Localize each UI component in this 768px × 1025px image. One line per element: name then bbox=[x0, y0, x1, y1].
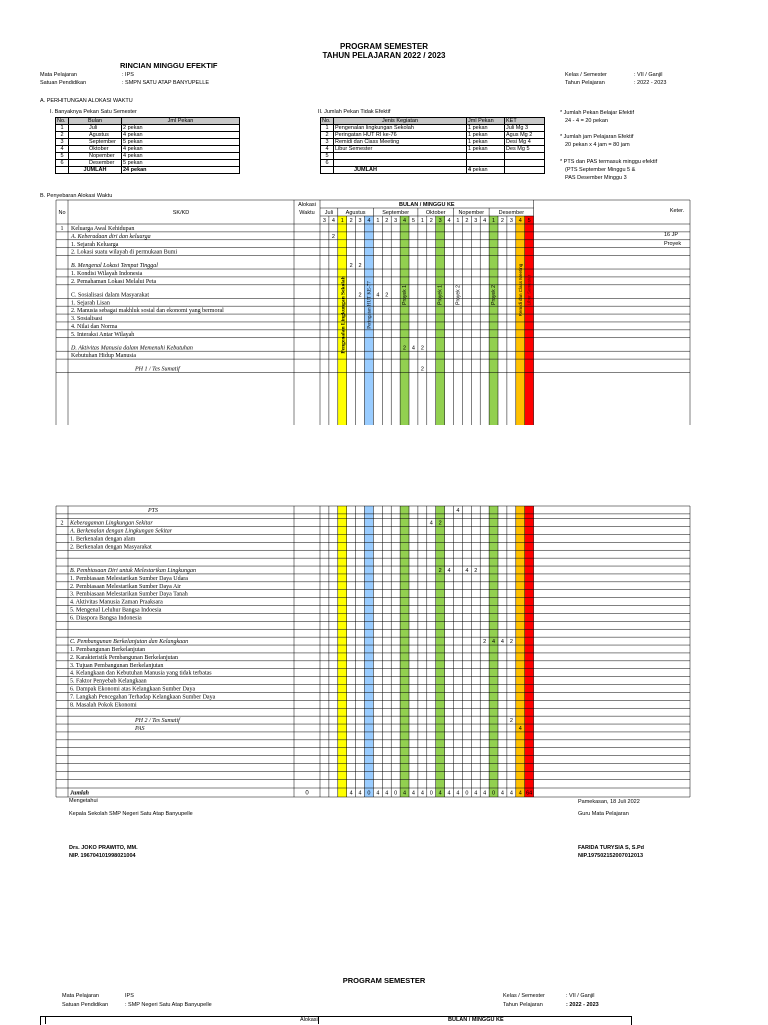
t2-jml: 1 pekan bbox=[467, 132, 505, 139]
t2-ket: Juli Mg 3 bbox=[505, 125, 545, 132]
t1-bulan: Desember bbox=[69, 160, 122, 167]
kepala-nip: NIP. 196704101998021004 bbox=[69, 853, 136, 859]
jumlah-value: 4 bbox=[349, 790, 353, 797]
week-number: 1 bbox=[420, 218, 424, 224]
t1-bulan: Nopember bbox=[69, 153, 122, 160]
week-number: 2 bbox=[500, 218, 504, 224]
sk-kd-text: 4. Nilai dan Norma bbox=[71, 323, 118, 330]
ket-proyek: Proyek bbox=[664, 241, 682, 247]
jumlah-value: 4 bbox=[474, 790, 478, 797]
cell-value: 2 bbox=[509, 718, 513, 725]
grid-head-ket: Keter. bbox=[669, 208, 685, 214]
sk-kd-text: 3. Sosialisasi bbox=[71, 316, 103, 323]
t1-head-no: No. bbox=[56, 118, 69, 125]
sk-kd-text: 4. Kelangkaan dan Kebutuhan Manusia yang tidak terbatas bbox=[70, 670, 212, 677]
value-tahun: : 2022 - 2023 bbox=[634, 80, 667, 86]
section-b-title: B. Penyebaran Alokasi Waktu bbox=[40, 193, 113, 199]
week-number: 2 bbox=[349, 218, 353, 224]
sk-kd-text: 1. Sejarah Keluarga bbox=[71, 241, 119, 248]
t1-jml: 2 pekan bbox=[122, 125, 240, 132]
week-number: 1 bbox=[492, 218, 496, 224]
vertical-proyek: Proyek 2 bbox=[491, 285, 498, 305]
grid-head-waktu: Waktu bbox=[299, 210, 315, 216]
sk-kd-text: 2. Lokasi suatu wilayah di permukaan Bumi bbox=[71, 249, 178, 256]
t1-bulan: September bbox=[69, 139, 122, 146]
t1-no: 6 bbox=[56, 160, 69, 167]
vertical-proyek: Proyek 1 bbox=[437, 285, 444, 305]
week-number: 4 bbox=[331, 218, 335, 224]
page-title: PROGRAM SEMESTER bbox=[339, 42, 428, 51]
cell-value: 4 bbox=[447, 568, 451, 575]
week-number: 3 bbox=[358, 218, 362, 224]
jumlah-value: 4 bbox=[403, 790, 407, 797]
p3-label-tahun: Tahun Pelajaran bbox=[503, 1002, 543, 1008]
t2-head-ket: KET bbox=[505, 118, 545, 125]
grid-head-skkd: SK/KD bbox=[172, 210, 190, 216]
t2-no: 3 bbox=[321, 139, 334, 146]
p3-label-kelas: Kelas / Semester bbox=[503, 993, 545, 999]
week-number: 1 bbox=[376, 218, 380, 224]
note-4: 20 pekan x 4 jam = 80 jam bbox=[565, 142, 630, 148]
t2-jml: 1 pekan bbox=[467, 146, 505, 153]
guru-nip: NIP.197502152007012013 bbox=[578, 853, 644, 859]
sk-kd-text: PH 1 / Tes Sumatif bbox=[135, 366, 180, 373]
sk-kd-text: 1. Berkenalan dengan alam bbox=[70, 536, 136, 543]
value-satuan: : SMPN SATU ATAP BANYUPELLE bbox=[122, 80, 210, 86]
week-band bbox=[489, 506, 498, 797]
table2-title: II. Jumlah Pekan Tidak Efektif bbox=[318, 109, 391, 115]
sk-kd-text: Keberagaman Lingkungan Sekitar bbox=[70, 520, 153, 527]
note-3: * Jumlah jam Pelajaran Efektif bbox=[560, 134, 634, 140]
jumlah-value: 4 bbox=[420, 790, 424, 797]
note-7: PAS Desember Minggu 3 bbox=[565, 175, 627, 181]
week-number: 3 bbox=[394, 218, 398, 224]
vertical-pengenalan: Pengenalan Lingkungan Sekolah bbox=[340, 276, 347, 354]
sk-kd-text: 6. Dampak Ekonomi atas Kelangkaan Sumber Daya bbox=[70, 686, 196, 693]
grid-head-no: No bbox=[58, 210, 66, 216]
t1-no: 2 bbox=[56, 132, 69, 139]
week-band bbox=[436, 506, 445, 797]
sk-kd-text: 8. Masalah Pokok Ekonomi bbox=[70, 702, 137, 709]
month-label: Desember bbox=[498, 210, 525, 216]
t1-no: 4 bbox=[56, 146, 69, 153]
t2-head-jenis: Jenis Kegiatan bbox=[334, 118, 467, 125]
p3-value-mapel: IPS bbox=[125, 993, 134, 999]
week-band bbox=[400, 506, 409, 797]
jumlah-value: 4 bbox=[447, 790, 451, 797]
t1-jml: 4 pekan bbox=[122, 132, 240, 139]
place-date: Pamekasan, 18 Juli 2022 bbox=[578, 799, 640, 805]
t1-no: 1 bbox=[56, 125, 69, 132]
month-label: September bbox=[382, 210, 410, 216]
p3-value-tahun: : 2022 - 2023 bbox=[566, 1002, 599, 1008]
cell-value: 2 bbox=[358, 292, 362, 299]
t2-ket: Desi Mg 4 bbox=[505, 139, 545, 146]
cell-value: 2 bbox=[331, 233, 335, 240]
week-number: 2 bbox=[385, 218, 389, 224]
cell-value: 2 bbox=[438, 520, 442, 527]
sk-kd-text: 4. Aktivitas Manusia Zaman Praaksara bbox=[70, 599, 163, 606]
t2-no: 6 bbox=[321, 160, 334, 167]
mengetahui-label: Mengetahui bbox=[69, 798, 98, 804]
cell-value: 2 bbox=[420, 345, 424, 352]
row-number: 1 bbox=[60, 226, 64, 232]
t2-jenis: Pengenalan lingkungan Sekolah bbox=[334, 125, 467, 132]
jumlah-value: 4 bbox=[376, 790, 380, 797]
sk-kd-text: 2. Karakteristik Pembangunan Berkelanjutan bbox=[70, 654, 178, 661]
t2-head-no: No. bbox=[321, 118, 334, 125]
sk-kd-text: Kebutuhan Hidup Manusia bbox=[71, 353, 136, 360]
sk-kd-text: 5. Mengenal Leluhur Bangsa Indoesia bbox=[70, 607, 162, 614]
table1-title: I. Banyaknya Pekan Satu Semester bbox=[50, 109, 137, 115]
week-band bbox=[525, 506, 534, 797]
jumlah-label: Jumlah bbox=[70, 790, 90, 797]
t1-jml: 4 pekan bbox=[122, 153, 240, 160]
sk-kd-text: 2. Manusia sebagai makhluk sosial dan ekonomi yang bermoral bbox=[71, 308, 224, 315]
week-band bbox=[365, 506, 374, 797]
t2-no: 4 bbox=[321, 146, 334, 153]
sk-kd-text: 2. Pembiasaan Melestarikan Sumber Daya Air bbox=[70, 583, 181, 590]
jumlah-value: 0 bbox=[429, 790, 433, 797]
cell-value: 4 bbox=[429, 520, 433, 527]
note-2: 24 - 4 = 20 pekan bbox=[565, 118, 608, 124]
kepala-label: Kepala Sekolah SMP Negeri Satu Atap Banyupelle bbox=[69, 811, 193, 817]
week-number: 3 bbox=[509, 218, 513, 224]
week-number: 4 bbox=[518, 218, 522, 224]
sk-kd-text: 1. Pembiasaan Melestarikan Sumber Daya Udara bbox=[70, 575, 188, 582]
note-1: * Jumlah Pekan Belajar Efektif bbox=[560, 110, 634, 116]
t2-jml: 1 pekan bbox=[467, 139, 505, 146]
vertical-proyek: Proyek 2 bbox=[455, 285, 462, 305]
t2-total-label: JUMLAH bbox=[334, 167, 467, 174]
week-number: 1 bbox=[456, 218, 460, 224]
month-label: Agustus bbox=[345, 210, 366, 216]
note-6: (PTS September Minggu 5 & bbox=[565, 167, 636, 173]
t1-bulan: Oktober bbox=[69, 146, 122, 153]
t2-total-number: 4 bbox=[468, 167, 472, 173]
ket-16jp: 16 JP bbox=[664, 232, 679, 238]
week-number: 3 bbox=[322, 218, 326, 224]
kepala-name: Drs. JOKO PRAWITO, MM. bbox=[69, 845, 138, 851]
week-number: 2 bbox=[429, 218, 433, 224]
t2-head-jml: Jml Pekan bbox=[467, 118, 505, 125]
jumlah-value: 0 bbox=[465, 790, 469, 797]
sk-kd-text: B. Mengenal Lokasi Tempat Tinggal bbox=[71, 263, 158, 270]
jumlah-value: 4 bbox=[483, 790, 487, 797]
t2-no: 2 bbox=[321, 132, 334, 139]
sk-kd-text: A. Keberadaan diri dan keluarga bbox=[71, 233, 151, 240]
cell-value: 2 bbox=[509, 639, 513, 646]
sk-kd-text: PAS bbox=[135, 726, 145, 733]
t2-jml: 1 pekan bbox=[467, 125, 505, 132]
sk-kd-text: 5. Interaksi Antar Wilayah bbox=[71, 331, 135, 338]
cell-value: 4 bbox=[465, 568, 469, 575]
cell-value: 4 bbox=[500, 639, 504, 646]
t1-jml: 5 pekan bbox=[122, 160, 240, 167]
t1-jml: 5 pekan bbox=[122, 139, 240, 146]
t1-total-value: 24 pekan bbox=[122, 167, 240, 174]
jumlah-value: 0 bbox=[394, 790, 398, 797]
jumlah-value: 4 bbox=[385, 790, 389, 797]
week-number: 2 bbox=[465, 218, 469, 224]
jumlah-value: 4 bbox=[518, 790, 522, 797]
sk-kd-text: 6. Diaspora Bangsa Indonesia bbox=[70, 615, 142, 622]
vertical-remidi: Remidi dan Class Meeting bbox=[517, 263, 523, 317]
month-label: Oktober bbox=[425, 210, 446, 216]
value-mapel: : IPS bbox=[122, 72, 134, 78]
p3-value-kelas: : VII / Ganjil bbox=[566, 993, 595, 999]
week-number: 4 bbox=[447, 218, 451, 224]
week-number: 4 bbox=[483, 218, 487, 224]
sk-kd-text: PH 2 / Tes Sumatif bbox=[135, 718, 180, 725]
week-band bbox=[338, 506, 347, 797]
p3-value-satuan: : SMP Negeri Satu Atap Banyupelle bbox=[125, 1002, 212, 1008]
cell-value: 4 bbox=[376, 292, 380, 299]
cell-value: 4 bbox=[518, 726, 522, 733]
value-kelas: : VII / Ganjil bbox=[634, 72, 663, 78]
label-tahun: Tahun Pelajaran bbox=[565, 80, 605, 86]
page-subtitle-year: TAHUN PELAJARAN 2022 / 2023 bbox=[322, 51, 446, 60]
sk-kd-text: 1. Kondisi Wilayah Indonesia bbox=[71, 271, 143, 278]
pts-label: PTS bbox=[148, 508, 159, 514]
sk-kd-text: A. Berkenalan dengan Lingkungan Sekitar bbox=[70, 528, 173, 535]
sk-kd-text: 3. Tujuan Pembangunan Berkelanjutan bbox=[70, 662, 164, 669]
jumlah-value: 4 bbox=[411, 790, 415, 797]
sk-kd-text: B. Pembiasaan Diri untuk Melestarikan Lingkungan bbox=[70, 568, 196, 575]
jumlah-value: 0 bbox=[367, 790, 371, 797]
cell-value: 4 bbox=[492, 639, 496, 646]
note-5: * PTS dan PAS termasuk minggu efektif bbox=[560, 159, 658, 165]
cell-value: 2 bbox=[420, 366, 424, 373]
week-band bbox=[516, 506, 525, 797]
jumlah-value: 4 bbox=[456, 790, 460, 797]
t2-no: 1 bbox=[321, 125, 334, 132]
vertical-proyek: Proyek 1 bbox=[402, 285, 409, 305]
week-number: 3 bbox=[438, 218, 442, 224]
guru-name: FARIDA TURYSIA S, S.Pd bbox=[578, 845, 645, 851]
rincian-title: RINCIAN MINGGU EFEKTIF bbox=[120, 61, 218, 70]
week-number: 3 bbox=[474, 218, 478, 224]
month-label: Nopember bbox=[458, 210, 485, 216]
sk-kd-text: C. Pembangunan Berkelanjutan dan Kelangkaan bbox=[70, 639, 189, 646]
jumlah-value: 0 bbox=[492, 790, 496, 797]
cell-value: 2 bbox=[358, 263, 362, 270]
p3-divider bbox=[318, 1016, 319, 1024]
page3-title: PROGRAM SEMESTER bbox=[342, 976, 426, 985]
label-satuan: Satuan Pendidikan bbox=[40, 80, 87, 86]
sk-kd-text: Keluarga Awal Kehidupan bbox=[71, 226, 135, 232]
cell-value: 2 bbox=[385, 292, 389, 299]
cell-value: 2 bbox=[403, 345, 407, 352]
row-number: 2 bbox=[60, 520, 64, 527]
t2-jenis: Libur Semester bbox=[334, 146, 467, 153]
label-kelas: Kelas / Semester bbox=[565, 72, 607, 78]
cell-value: 2 bbox=[438, 568, 442, 575]
t2-jenis: Peringatan HUT RI ke-76 bbox=[334, 132, 467, 139]
t1-head-bulan: Bulan bbox=[69, 118, 122, 125]
jumlah-alokasi: 0 bbox=[305, 790, 309, 797]
sk-kd-text: D. Aktivitas Manusia dalam Memenuhi Kebutuhan bbox=[71, 345, 193, 352]
label-mapel: Mata Pelajaran bbox=[40, 72, 77, 78]
t1-bulan: Agustus bbox=[69, 132, 122, 139]
t1-bulan: Juli bbox=[69, 125, 122, 132]
section-a-title: A. PERHITUNGAN ALOKASI WAKTU bbox=[40, 98, 133, 104]
p3-label-satuan: Satuan Pendidikan bbox=[62, 1002, 109, 1008]
p3-divider bbox=[45, 1016, 46, 1024]
sk-kd-text: 1. Sejarah Lisan bbox=[71, 300, 110, 307]
cell-value: 2 bbox=[349, 263, 353, 270]
sk-kd-text: 2. Berkenalan dengan Masyarakat bbox=[70, 544, 152, 551]
jumlah-value: 4 bbox=[500, 790, 504, 797]
week-number: 5 bbox=[411, 218, 415, 224]
t2-total-unit: pekan bbox=[472, 167, 488, 173]
t1-jml: 4 pekan bbox=[122, 146, 240, 153]
guru-label: Guru Mata Pelajaran bbox=[578, 811, 629, 817]
grid-head-alokasi: Alokasi bbox=[298, 202, 316, 208]
p3-alokasi: Alokasi bbox=[300, 1017, 318, 1023]
sk-kd-text: 1. Pembangunan Berkelanjutan bbox=[70, 647, 146, 654]
cell-value: 2 bbox=[483, 639, 487, 646]
t1-no: 5 bbox=[56, 153, 69, 160]
sk-kd-text: C. Sosialisasi dalam Masyarakat bbox=[71, 292, 149, 299]
p3-label-mapel: Mata Pelajaran bbox=[62, 993, 99, 999]
week-number: 4 bbox=[367, 218, 371, 224]
sk-kd-text: 2. Pemahaman Lokasi Melalui Peta bbox=[71, 278, 157, 285]
t1-head-jml: Jml Pekan bbox=[122, 118, 240, 125]
sk-kd-text: 7. Langkah Pencegahan Terhadap Kelangkaan Sumber Daya bbox=[70, 694, 216, 701]
vertical-peringatan: Peringatan HUT KE-77 bbox=[367, 281, 373, 329]
t2-jenis: Remidi dan Class Meeting bbox=[334, 139, 467, 146]
week-number: 5 bbox=[527, 218, 531, 224]
grid-head-bulan: BULAN / MINGGU KE bbox=[398, 202, 455, 208]
sk-kd-text: 3. Pembiasaan Melestarikan Sumber Daya Tanah bbox=[70, 591, 188, 598]
jumlah-value: 4 bbox=[438, 790, 442, 797]
jumlah-value: 4 bbox=[358, 790, 362, 797]
cell-value: 2 bbox=[474, 568, 478, 575]
jumlah-value: 4 bbox=[509, 790, 513, 797]
cell-value: 4 bbox=[456, 508, 460, 514]
vertical-libur: Libur Semester bbox=[526, 274, 532, 306]
month-label: Juli bbox=[324, 210, 334, 216]
week-number: 4 bbox=[403, 218, 407, 224]
t2-ket: Agus Mg 2 bbox=[505, 132, 545, 139]
t1-no: 3 bbox=[56, 139, 69, 146]
t2-ket: Des Mg 5 bbox=[505, 146, 545, 153]
week-number: 1 bbox=[340, 218, 344, 224]
sk-kd-text: 5. Faktor Penyebab Kelangkaan bbox=[70, 678, 147, 685]
p3-bulan: BULAN / MINGGU KE bbox=[448, 1017, 504, 1023]
t2-no: 5 bbox=[321, 153, 334, 160]
cell-value: 4 bbox=[411, 345, 415, 352]
jumlah-value: 64 bbox=[526, 790, 533, 797]
t1-total-label: JUMLAH bbox=[69, 167, 122, 174]
